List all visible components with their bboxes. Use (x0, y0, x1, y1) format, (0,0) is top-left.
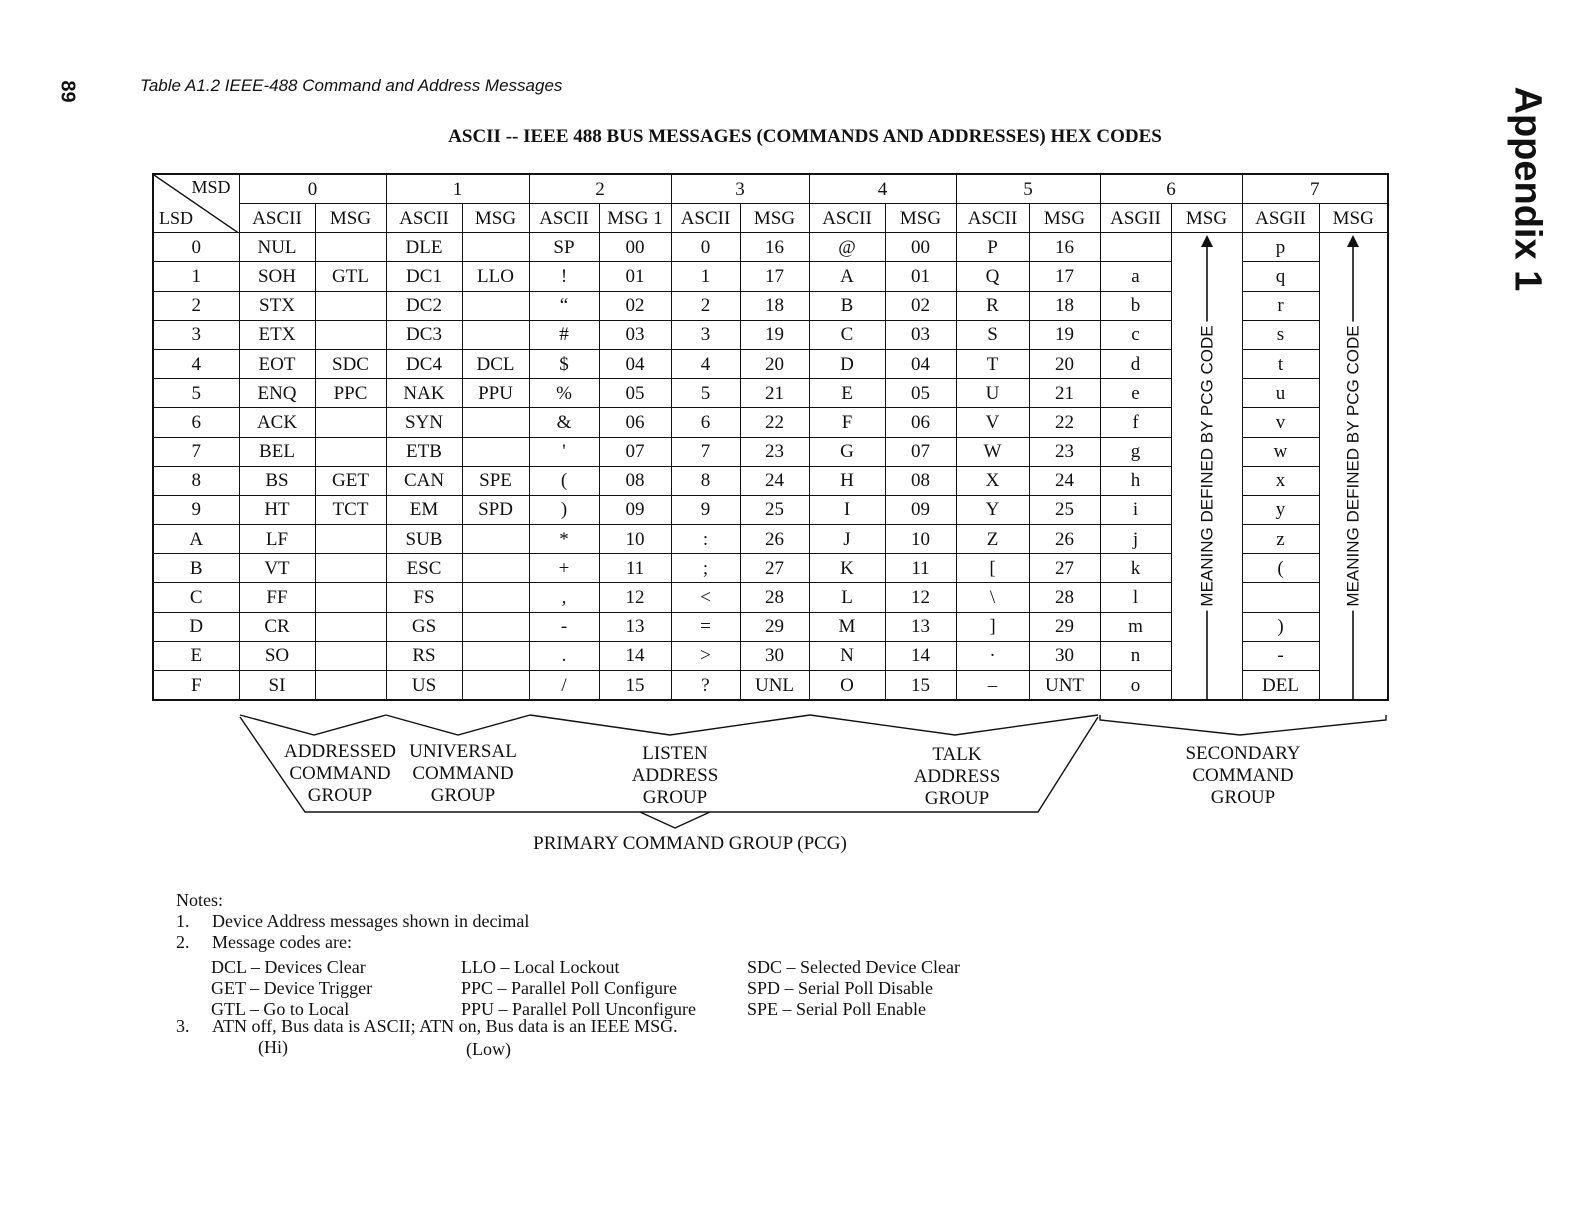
table-cell: 13 (885, 612, 956, 641)
table-cell: 17 (1029, 262, 1100, 291)
lsd-cell: E (153, 641, 239, 670)
table-cell: SO (239, 641, 315, 670)
lsd-cell: B (153, 554, 239, 583)
table-cell: SI (239, 671, 315, 701)
note-number: 1. (176, 911, 190, 931)
table-cell: 03 (885, 320, 956, 349)
table-cell: GS (386, 612, 462, 641)
table-cell: 12 (885, 583, 956, 612)
table-cell: · (956, 641, 1029, 670)
secondary-command-group-label: SECONDARY COMMAND GROUP (1185, 743, 1301, 808)
lsd-cell: 9 (153, 495, 239, 524)
table-cell: > (671, 641, 740, 670)
table-cell: 09 (885, 495, 956, 524)
table-cell: FF (239, 583, 315, 612)
table-cell: EM (386, 495, 462, 524)
note-2: Message codes are: (212, 932, 352, 952)
lsd-cell: 1 (153, 262, 239, 291)
column-header: ASCII (386, 204, 462, 233)
table-cell: UNL (740, 671, 809, 701)
table-cell: 22 (1029, 408, 1100, 437)
notes-heading: Notes: (176, 890, 223, 910)
column-header: MSG 1 (599, 204, 671, 233)
table-cell: 19 (1029, 320, 1100, 349)
table-cell: C (809, 320, 885, 349)
msd-header: 3 (671, 174, 809, 204)
table-cell: SDC (315, 349, 386, 378)
table-cell: 22 (740, 408, 809, 437)
table-cell: @ (809, 233, 885, 262)
table-cell: 14 (599, 641, 671, 670)
column-header: MSG (740, 204, 809, 233)
table-cell: 15 (885, 671, 956, 701)
lsd-cell: 4 (153, 349, 239, 378)
table-cell: $ (529, 349, 599, 378)
table-cell: ESC (386, 554, 462, 583)
page-number: 89 (56, 80, 79, 103)
table-cell: 8 (671, 466, 740, 495)
table-cell: 01 (599, 262, 671, 291)
column-header: MSG (1171, 204, 1242, 233)
lsd-cell: 5 (153, 379, 239, 408)
table-cell: s (1242, 320, 1319, 349)
table-cell: 13 (599, 612, 671, 641)
table-cell: U (956, 379, 1029, 408)
table-cell: US (386, 671, 462, 701)
table-cell: TCT (315, 495, 386, 524)
lsd-cell: 8 (153, 466, 239, 495)
table-cell: 28 (1029, 583, 1100, 612)
table-cell: SOH (239, 262, 315, 291)
column-header: ASCII (529, 204, 599, 233)
primary-command-group-label: PRIMARY COMMAND GROUP (PCG) (533, 833, 847, 854)
table-cell: R (956, 291, 1029, 320)
low-label: (Low) (466, 1039, 511, 1059)
table-cell: 04 (599, 349, 671, 378)
table-cell: N (809, 641, 885, 670)
table-cell: LLO (462, 262, 529, 291)
table-cell: 15 (599, 671, 671, 701)
table-cell: p (1242, 233, 1319, 262)
message-code-item: SPE – Serial Poll Enable (747, 999, 926, 1019)
table-cell: STX (239, 291, 315, 320)
table-cell: 02 (885, 291, 956, 320)
table-cell: DC2 (386, 291, 462, 320)
note-3: ATN off, Bus data is ASCII; ATN on, Bus data is an IEEE MSG. (212, 1016, 678, 1036)
table-cell: 24 (1029, 466, 1100, 495)
table-cell: ( (1242, 554, 1319, 583)
addressed-command-group-label: ADDRESSED COMMAND GROUP (284, 741, 396, 806)
table-cell: 04 (885, 349, 956, 378)
table-cell: - (1242, 641, 1319, 670)
table-cell: 28 (740, 583, 809, 612)
table-cell: DC3 (386, 320, 462, 349)
table-cell: DLE (386, 233, 462, 262)
table-cell: 30 (740, 641, 809, 670)
table-cell: T (956, 349, 1029, 378)
table-cell: 06 (885, 408, 956, 437)
table-cell: w (1242, 437, 1319, 466)
table-cell: a (1100, 262, 1171, 291)
table-cell: SUB (386, 525, 462, 554)
table-cell: 10 (885, 525, 956, 554)
table-cell: 25 (740, 495, 809, 524)
table-cell: = (671, 612, 740, 641)
table-cell: Q (956, 262, 1029, 291)
table-cell: M (809, 612, 885, 641)
table-cell: 9 (671, 495, 740, 524)
table-cell: 16 (1029, 233, 1100, 262)
table-cell: x (1242, 466, 1319, 495)
message-code-item: LLO – Local Lockout (461, 957, 620, 977)
lsd-cell: C (153, 583, 239, 612)
table-cell: ETB (386, 437, 462, 466)
table-cell: v (1242, 408, 1319, 437)
table-cell: DC1 (386, 262, 462, 291)
table-cell: A (809, 262, 885, 291)
table-cell: + (529, 554, 599, 583)
column-header: ASCII (809, 204, 885, 233)
table-cell: 1 (671, 262, 740, 291)
codes-column-1 (211, 957, 372, 1020)
table-cell: ETX (239, 320, 315, 349)
table-cell: & (529, 408, 599, 437)
note-number: 2. (176, 932, 190, 952)
msd-header: 2 (529, 174, 671, 204)
table-cell: NAK (386, 379, 462, 408)
table-cell: 21 (740, 379, 809, 408)
table-cell: 26 (740, 525, 809, 554)
table-cell: # (529, 320, 599, 349)
table-cell: UNT (1029, 671, 1100, 701)
codes-column-2 (461, 957, 696, 1020)
message-code-item: GET – Device Trigger (211, 978, 373, 998)
table-cell: Y (956, 495, 1029, 524)
table-cell: 07 (599, 437, 671, 466)
lsd-cell: 6 (153, 408, 239, 437)
table-cell: ! (529, 262, 599, 291)
message-code-item: PPU – Parallel Poll Unconfigure (461, 999, 696, 1019)
table-cell: BS (239, 466, 315, 495)
table-cell: 03 (599, 320, 671, 349)
table-cell: D (809, 349, 885, 378)
table-cell: ( (529, 466, 599, 495)
table-cell: E (809, 379, 885, 408)
table-cell: GTL (315, 262, 386, 291)
table-cell: j (1100, 525, 1171, 554)
table-cell: e (1100, 379, 1171, 408)
table-cell: DC4 (386, 349, 462, 378)
table-cell: G (809, 437, 885, 466)
table-cell: 11 (599, 554, 671, 583)
column-header: MSG (885, 204, 956, 233)
lsd-cell: F (153, 671, 239, 701)
column-header: ASGII (1242, 204, 1319, 233)
table-cell: 02 (599, 291, 671, 320)
hi-label: (Hi) (258, 1037, 288, 1057)
table-cell: SP (529, 233, 599, 262)
table-cell: y (1242, 495, 1319, 524)
table-cell: 05 (885, 379, 956, 408)
table-cell: k (1100, 554, 1171, 583)
message-code-item: SPD – Serial Poll Disable (747, 978, 934, 998)
table-cell: 18 (740, 291, 809, 320)
table-cell: – (956, 671, 1029, 701)
table-cell: 7 (671, 437, 740, 466)
column-header: ASGII (1100, 204, 1171, 233)
message-code-item: GTL – Go to Local (211, 999, 350, 1019)
table-cell: i (1100, 495, 1171, 524)
table-cell: 5 (671, 379, 740, 408)
msd-label: MSD (191, 177, 231, 197)
table-cell: P (956, 233, 1029, 262)
table-cell: 08 (599, 466, 671, 495)
table-cell: 23 (740, 437, 809, 466)
table-cell: - (529, 612, 599, 641)
table-cell: ) (529, 495, 599, 524)
table-cell: f (1100, 408, 1171, 437)
table-cell: HT (239, 495, 315, 524)
msd-header: 4 (809, 174, 956, 204)
msd-header: 7 (1242, 174, 1388, 204)
table-cell: LF (239, 525, 315, 554)
table-cell: 6 (671, 408, 740, 437)
table-cell: EOT (239, 349, 315, 378)
table-cell: DEL (1242, 671, 1319, 701)
table-cell: : (671, 525, 740, 554)
table-cell: 11 (885, 554, 956, 583)
table-cell: < (671, 583, 740, 612)
note-1: Device Address messages shown in decimal (212, 911, 530, 931)
listen-address-group-label: LISTEN ADDRESS GROUP (631, 743, 719, 808)
table-cell: d (1100, 349, 1171, 378)
lsd-label: LSD (159, 208, 194, 229)
table-cell: L (809, 583, 885, 612)
appendix-title: Appendix 1 (1506, 86, 1549, 292)
message-code-item: PPC – Parallel Poll Configure (461, 978, 677, 998)
table-cell: V (956, 408, 1029, 437)
table-cell: t (1242, 349, 1319, 378)
table-cell: 16 (740, 233, 809, 262)
pcg-meaning-text: MEANING DEFINED BY PCG CODE (1344, 322, 1363, 611)
table-cell: SPD (462, 495, 529, 524)
table-cell: m (1100, 612, 1171, 641)
table-cell: 23 (1029, 437, 1100, 466)
table-cell: 18 (1029, 291, 1100, 320)
table-cell: 08 (885, 466, 956, 495)
table-cell: 24 (740, 466, 809, 495)
table-cell: PPC (315, 379, 386, 408)
lsd-cell: 2 (153, 291, 239, 320)
table-cell: Z (956, 525, 1029, 554)
msd-header: 0 (239, 174, 386, 204)
table-cell: [ (956, 554, 1029, 583)
msd-header: 1 (386, 174, 529, 204)
table-cell: z (1242, 525, 1319, 554)
table-cell: B (809, 291, 885, 320)
table-cell: 19 (740, 320, 809, 349)
table-cell: 05 (599, 379, 671, 408)
table-cell: 2 (671, 291, 740, 320)
table-cell: VT (239, 554, 315, 583)
main-title: ASCII -- IEEE 488 BUS MESSAGES (COMMANDS AND ADDRESSES) HEX CODES (448, 126, 1162, 147)
table-cell: PPU (462, 379, 529, 408)
table-cell: K (809, 554, 885, 583)
table-cell: DCL (462, 349, 529, 378)
table-cell: u (1242, 379, 1319, 408)
column-header: MSG (315, 204, 386, 233)
column-header: ASCII (956, 204, 1029, 233)
table-cell: 30 (1029, 641, 1100, 670)
table-cell: 01 (885, 262, 956, 291)
column-header: ASCII (671, 204, 740, 233)
table-cell: FS (386, 583, 462, 612)
pcg-meaning-text: MEANING DEFINED BY PCG CODE (1197, 322, 1216, 611)
table-cell: 27 (740, 554, 809, 583)
table-cell: 00 (885, 233, 956, 262)
table-cell: ENQ (239, 379, 315, 408)
table-cell: o (1100, 671, 1171, 701)
table-cell: q (1242, 262, 1319, 291)
table-cell: H (809, 466, 885, 495)
table-cell: / (529, 671, 599, 701)
table-cell: 26 (1029, 525, 1100, 554)
column-header: MSG (1029, 204, 1100, 233)
table-cell: b (1100, 291, 1171, 320)
lsd-cell: D (153, 612, 239, 641)
lsd-cell: A (153, 525, 239, 554)
table-cell: * (529, 525, 599, 554)
table-cell: F (809, 408, 885, 437)
table-cell: S (956, 320, 1029, 349)
table-cell: 07 (885, 437, 956, 466)
table-cell: ' (529, 437, 599, 466)
table-cell: g (1100, 437, 1171, 466)
table-cell: 3 (671, 320, 740, 349)
column-header: MSG (462, 204, 529, 233)
message-code-item: DCL – Devices Clear (211, 957, 366, 977)
table-cell: 14 (885, 641, 956, 670)
table-cell: BEL (239, 437, 315, 466)
table-caption: Table A1.2 IEEE-488 Command and Address Messages (140, 76, 563, 95)
table-cell: ] (956, 612, 1029, 641)
codes-column-3 (747, 957, 960, 1020)
column-header: ASCII (239, 204, 315, 233)
table-cell: % (529, 379, 599, 408)
table-cell: 27 (1029, 554, 1100, 583)
table-cell: 12 (599, 583, 671, 612)
table-cell: CAN (386, 466, 462, 495)
message-code-item: SDC – Selected Device Clear (747, 957, 960, 977)
table-cell: h (1100, 466, 1171, 495)
table-cell: 25 (1029, 495, 1100, 524)
table-cell: 21 (1029, 379, 1100, 408)
table-cell: NUL (239, 233, 315, 262)
table-cell: J (809, 525, 885, 554)
table-cell: GET (315, 466, 386, 495)
table-cell: “ (529, 291, 599, 320)
msd-header: 6 (1100, 174, 1242, 204)
table-cell: 20 (740, 349, 809, 378)
note-number: 3. (176, 1016, 190, 1036)
table-cell: 10 (599, 525, 671, 554)
table-cell: 0 (671, 233, 740, 262)
universal-command-group-label: UNIVERSAL COMMAND GROUP (409, 741, 517, 806)
table-cell: X (956, 466, 1029, 495)
table-cell: 17 (740, 262, 809, 291)
talk-address-group-label: TALK ADDRESS GROUP (913, 744, 1001, 809)
column-header: MSG (1319, 204, 1388, 233)
table-cell: O (809, 671, 885, 701)
msd-header: 5 (956, 174, 1100, 204)
table-cell: c (1100, 320, 1171, 349)
table-cell: r (1242, 291, 1319, 320)
table-cell: 09 (599, 495, 671, 524)
table-cell: n (1100, 641, 1171, 670)
table-cell: ) (1242, 612, 1319, 641)
table-cell: , (529, 583, 599, 612)
table-cell: l (1100, 583, 1171, 612)
table-cell: CR (239, 612, 315, 641)
table-cell: \ (956, 583, 1029, 612)
table-cell: RS (386, 641, 462, 670)
table-cell: ; (671, 554, 740, 583)
table-cell: 20 (1029, 349, 1100, 378)
table-cell: SPE (462, 466, 529, 495)
table-cell: SYN (386, 408, 462, 437)
table-cell: 4 (671, 349, 740, 378)
table-cell: . (529, 641, 599, 670)
lsd-cell: 0 (153, 233, 239, 262)
table-cell: 29 (740, 612, 809, 641)
table-cell: ACK (239, 408, 315, 437)
lsd-cell: 7 (153, 437, 239, 466)
lsd-cell: 3 (153, 320, 239, 349)
table-cell: 06 (599, 408, 671, 437)
table-cell: 29 (1029, 612, 1100, 641)
table-cell: I (809, 495, 885, 524)
table-cell: ? (671, 671, 740, 701)
table-cell: 00 (599, 233, 671, 262)
table-cell: W (956, 437, 1029, 466)
